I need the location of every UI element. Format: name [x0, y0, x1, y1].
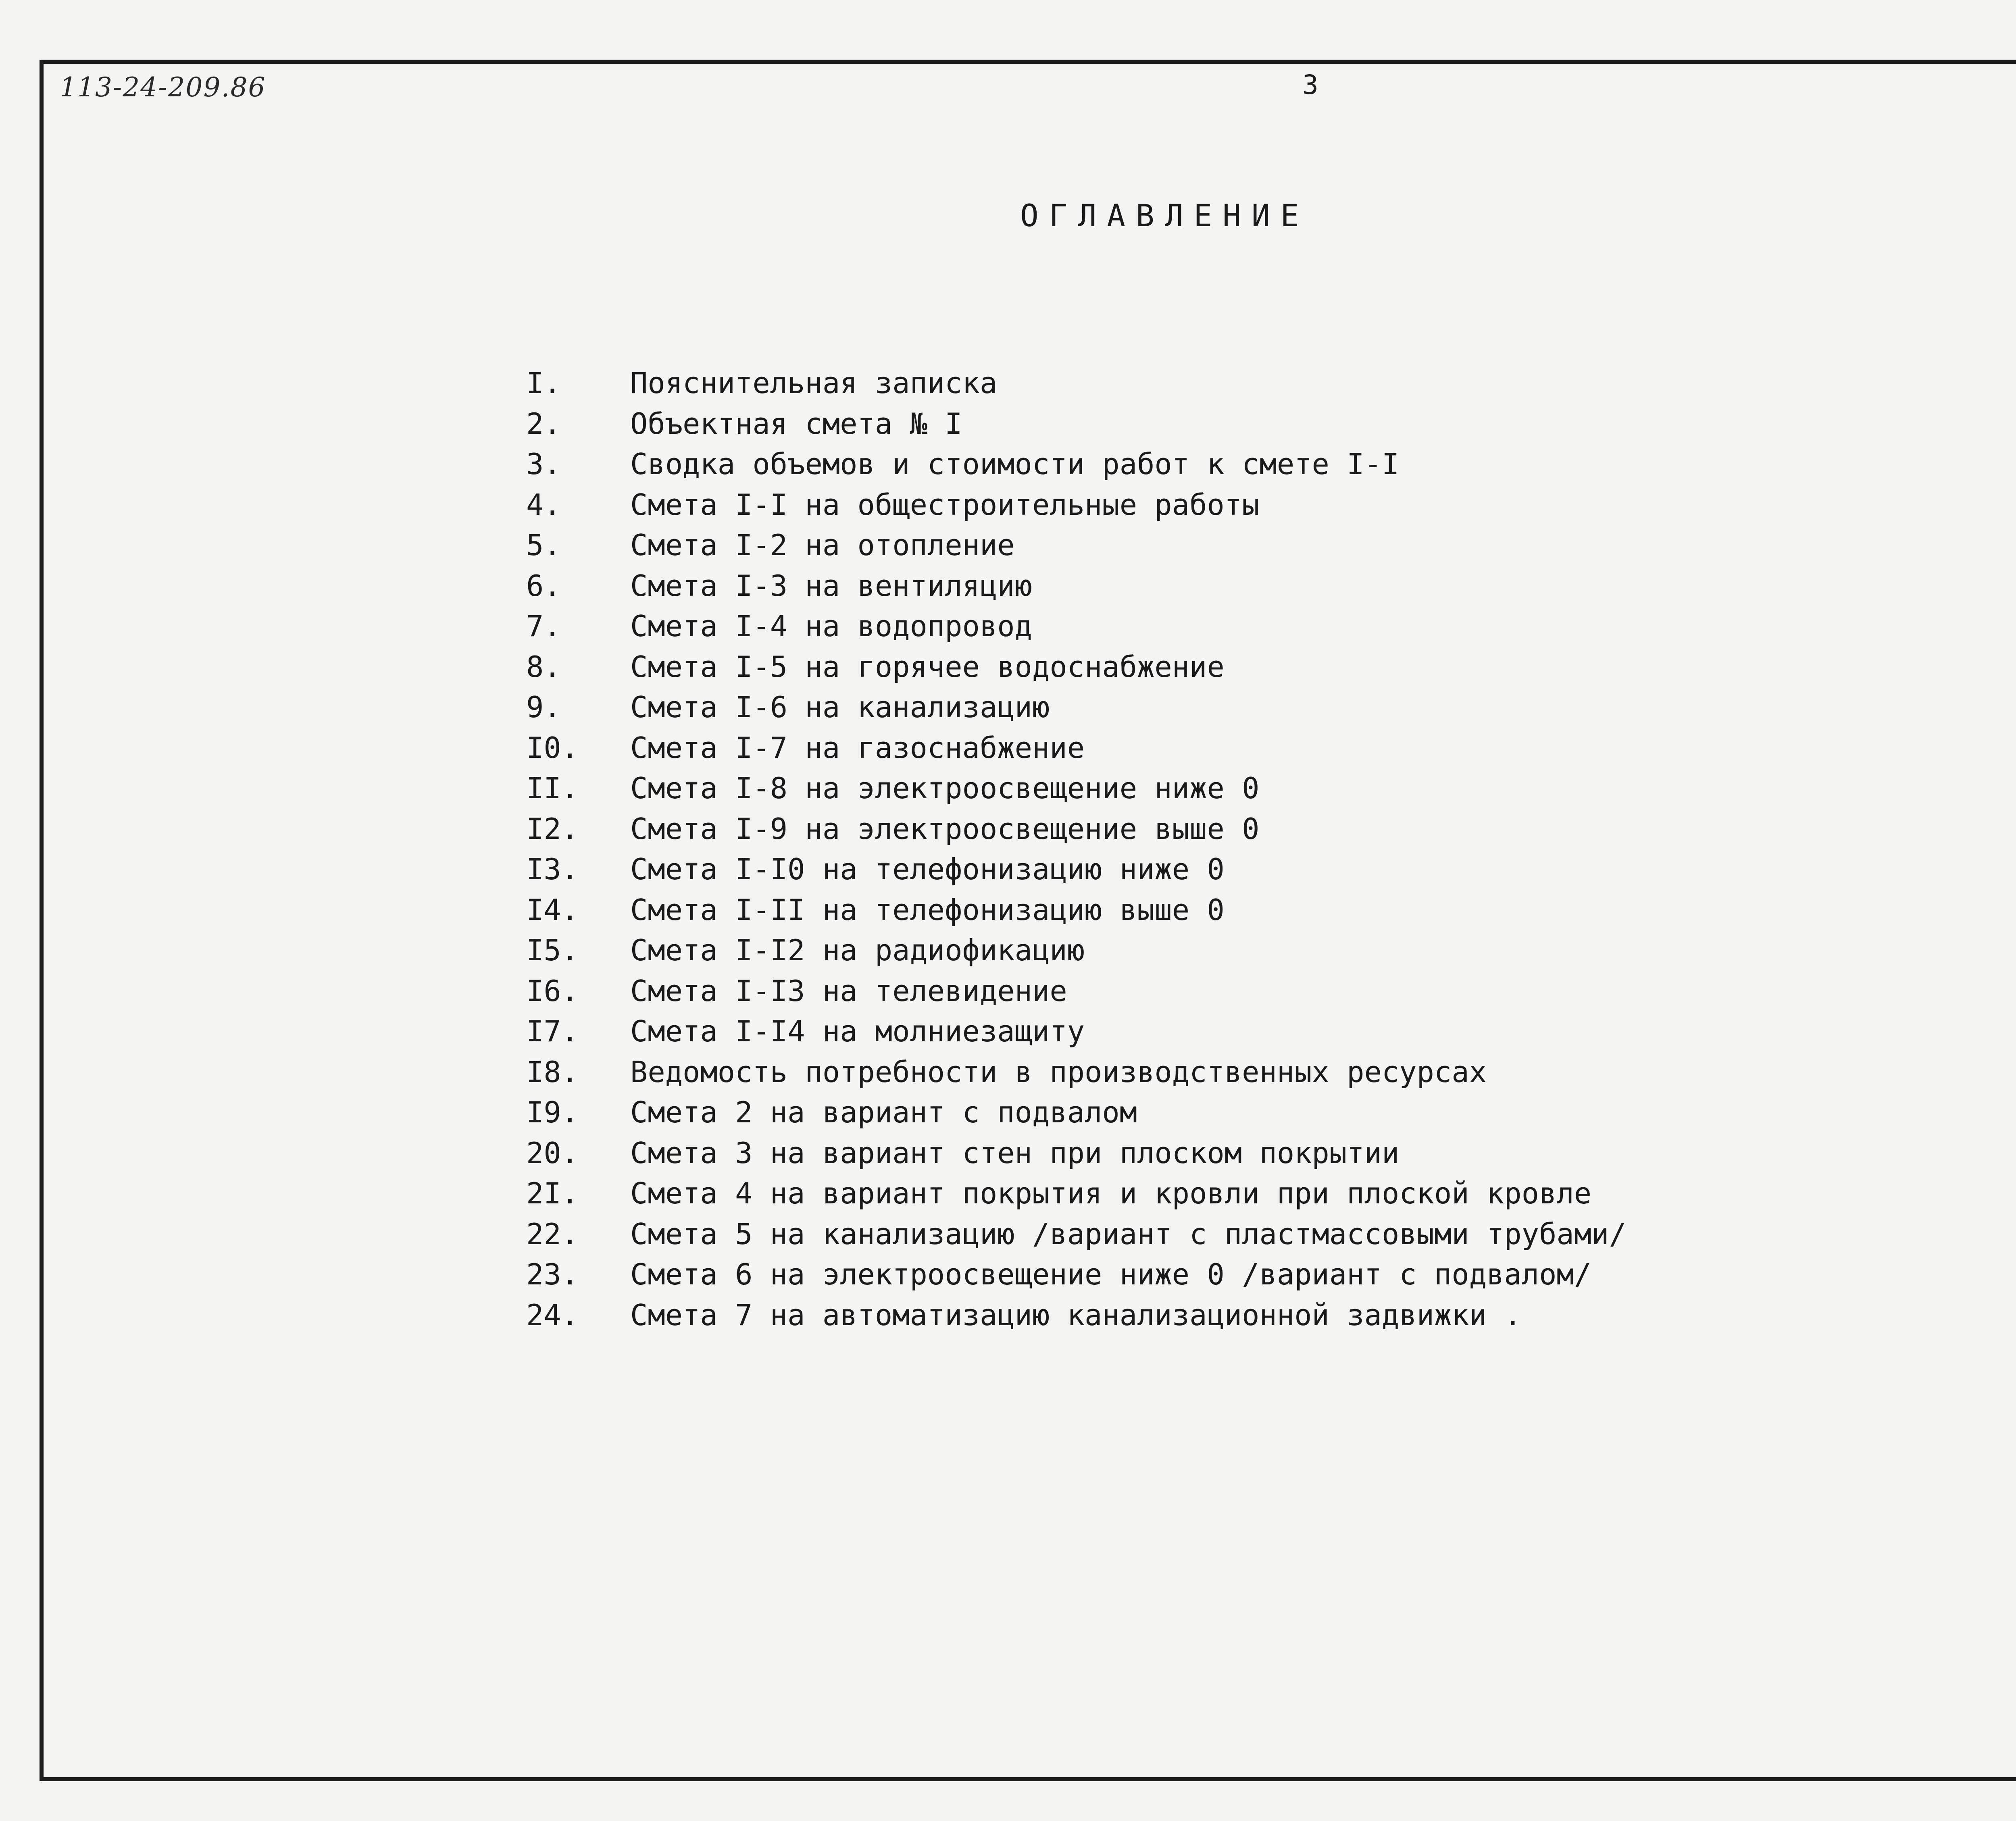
toc-entry-number: 2.: [526, 406, 561, 441]
toc-entry-title: Смета 6 на электроосвещение ниже 0 /вариант с подвалом/: [630, 1257, 1592, 1291]
toc-entry-title: Смета I-2 на отопление: [630, 528, 1015, 562]
page-title: ОГЛАВЛЕНИЕ: [1020, 198, 1310, 233]
toc-entry: [526, 606, 2016, 647]
toc-entry: [526, 485, 2016, 525]
toc-entry: [526, 525, 2016, 566]
toc-entry-number: 7.: [526, 609, 561, 643]
toc-entry-title: Смета I-6 на канализацию: [630, 690, 1050, 724]
toc-entry-number: I4.: [526, 893, 579, 927]
toc-entry: [526, 1173, 2016, 1214]
toc-entry-title: Смета 5 на канализацию /вариант с пластмассовыми трубами/: [630, 1217, 1627, 1251]
page-number: 3: [1302, 69, 1318, 100]
toc-entry-number: 4.: [526, 487, 561, 522]
toc-entry: [526, 444, 2016, 485]
toc-entry: [526, 1295, 2016, 1336]
toc-entry-title: Смета 3 на вариант стен при плоском покрытии: [630, 1136, 1400, 1170]
toc-entry-number: 23.: [526, 1257, 579, 1291]
document-code: 113-24-209.86: [60, 72, 266, 103]
toc-entry-number: 24.: [526, 1298, 579, 1332]
toc-entry-number: 9.: [526, 690, 561, 724]
toc-entry-number: 5.: [526, 528, 561, 562]
toc-entry-title: Смета I-5 на горячее водоснабжение: [630, 649, 1225, 684]
toc-entry: [526, 1092, 2016, 1133]
toc-entry-title: Смета 4 на вариант покрытия и кровли при плоской кровле: [630, 1176, 1592, 1210]
toc-entry: [526, 930, 2016, 971]
toc-entry-number: II.: [526, 771, 579, 805]
toc-entry-title: Ведомость потребности в производственных ресурсах: [630, 1055, 1487, 1089]
toc-entry-number: I0.: [526, 730, 579, 765]
toc-entry-number: I2.: [526, 812, 579, 846]
toc-entry-number: 22.: [526, 1217, 579, 1251]
toc-entry-title: Смета I-9 на электроосвещение выше 0: [630, 812, 1260, 846]
toc-entry-title: Смета I-3 на вентиляцию: [630, 568, 1032, 603]
toc-entry: [526, 1052, 2016, 1093]
toc-entry-title: Смета I-8 на электроосвещение ниже 0: [630, 771, 1260, 805]
toc-entry-title: Смета I-I0 на телефонизацию ниже 0: [630, 852, 1225, 886]
toc-entry-title: Смета I-4 на водопровод: [630, 609, 1032, 643]
toc-entry-title: Смета 2 на вариант с подвалом: [630, 1095, 1137, 1129]
toc-entry-number: I5.: [526, 933, 579, 967]
toc-entry-title: Смета I-I4 на молниезащиту: [630, 1014, 1085, 1048]
toc-entry-number: I8.: [526, 1055, 579, 1089]
toc-entry: [526, 890, 2016, 930]
toc-entry: [526, 728, 2016, 768]
toc-entry-title: Смета I-I3 на телевидение: [630, 974, 1067, 1008]
toc-entry-number: I7.: [526, 1014, 579, 1048]
toc-entry-number: I.: [526, 366, 561, 400]
toc-entry-title: Объектная смета № I: [630, 406, 962, 441]
toc-entry: [526, 1214, 2016, 1255]
toc-entry-number: I6.: [526, 974, 579, 1008]
toc-entry: [526, 849, 2016, 890]
toc-entry-number: I9.: [526, 1095, 579, 1129]
toc-entry-number: 2I.: [526, 1176, 579, 1210]
toc-entry-number: I3.: [526, 852, 579, 886]
toc-entry: [526, 566, 2016, 606]
toc-entry: [526, 1254, 2016, 1295]
toc-entry: [526, 809, 2016, 849]
toc-entry-title: Смета I-I2 на радиофикацию: [630, 933, 1085, 967]
toc-entry: [526, 768, 2016, 809]
toc-entry-title: Смета I-I на общестроительные работы: [630, 487, 1260, 522]
toc-entry-title: Сводка объемов и стоимости работ к смете I-I: [630, 447, 1400, 481]
toc-entry-title: Пояснительная записка: [630, 366, 998, 400]
toc-entry: [526, 687, 2016, 728]
toc-entry-number: 6.: [526, 568, 561, 603]
toc-entry-number: 8.: [526, 649, 561, 684]
toc-entry-number: 3.: [526, 447, 561, 481]
toc-entry-title: Смета I-7 на газоснабжение: [630, 730, 1085, 765]
toc-entry: [526, 1011, 2016, 1052]
toc-entry: [526, 971, 2016, 1011]
table-of-contents: [526, 363, 2016, 1335]
toc-entry: [526, 1133, 2016, 1174]
toc-entry-title: Смета I-II на телефонизацию выше 0: [630, 893, 1225, 927]
toc-entry-number: 20.: [526, 1136, 579, 1170]
toc-entry-title: Смета 7 на автоматизацию канализационной задвижки .: [630, 1298, 1522, 1332]
toc-entry: [526, 404, 2016, 444]
toc-entry: [526, 647, 2016, 687]
toc-entry: [526, 363, 2016, 404]
